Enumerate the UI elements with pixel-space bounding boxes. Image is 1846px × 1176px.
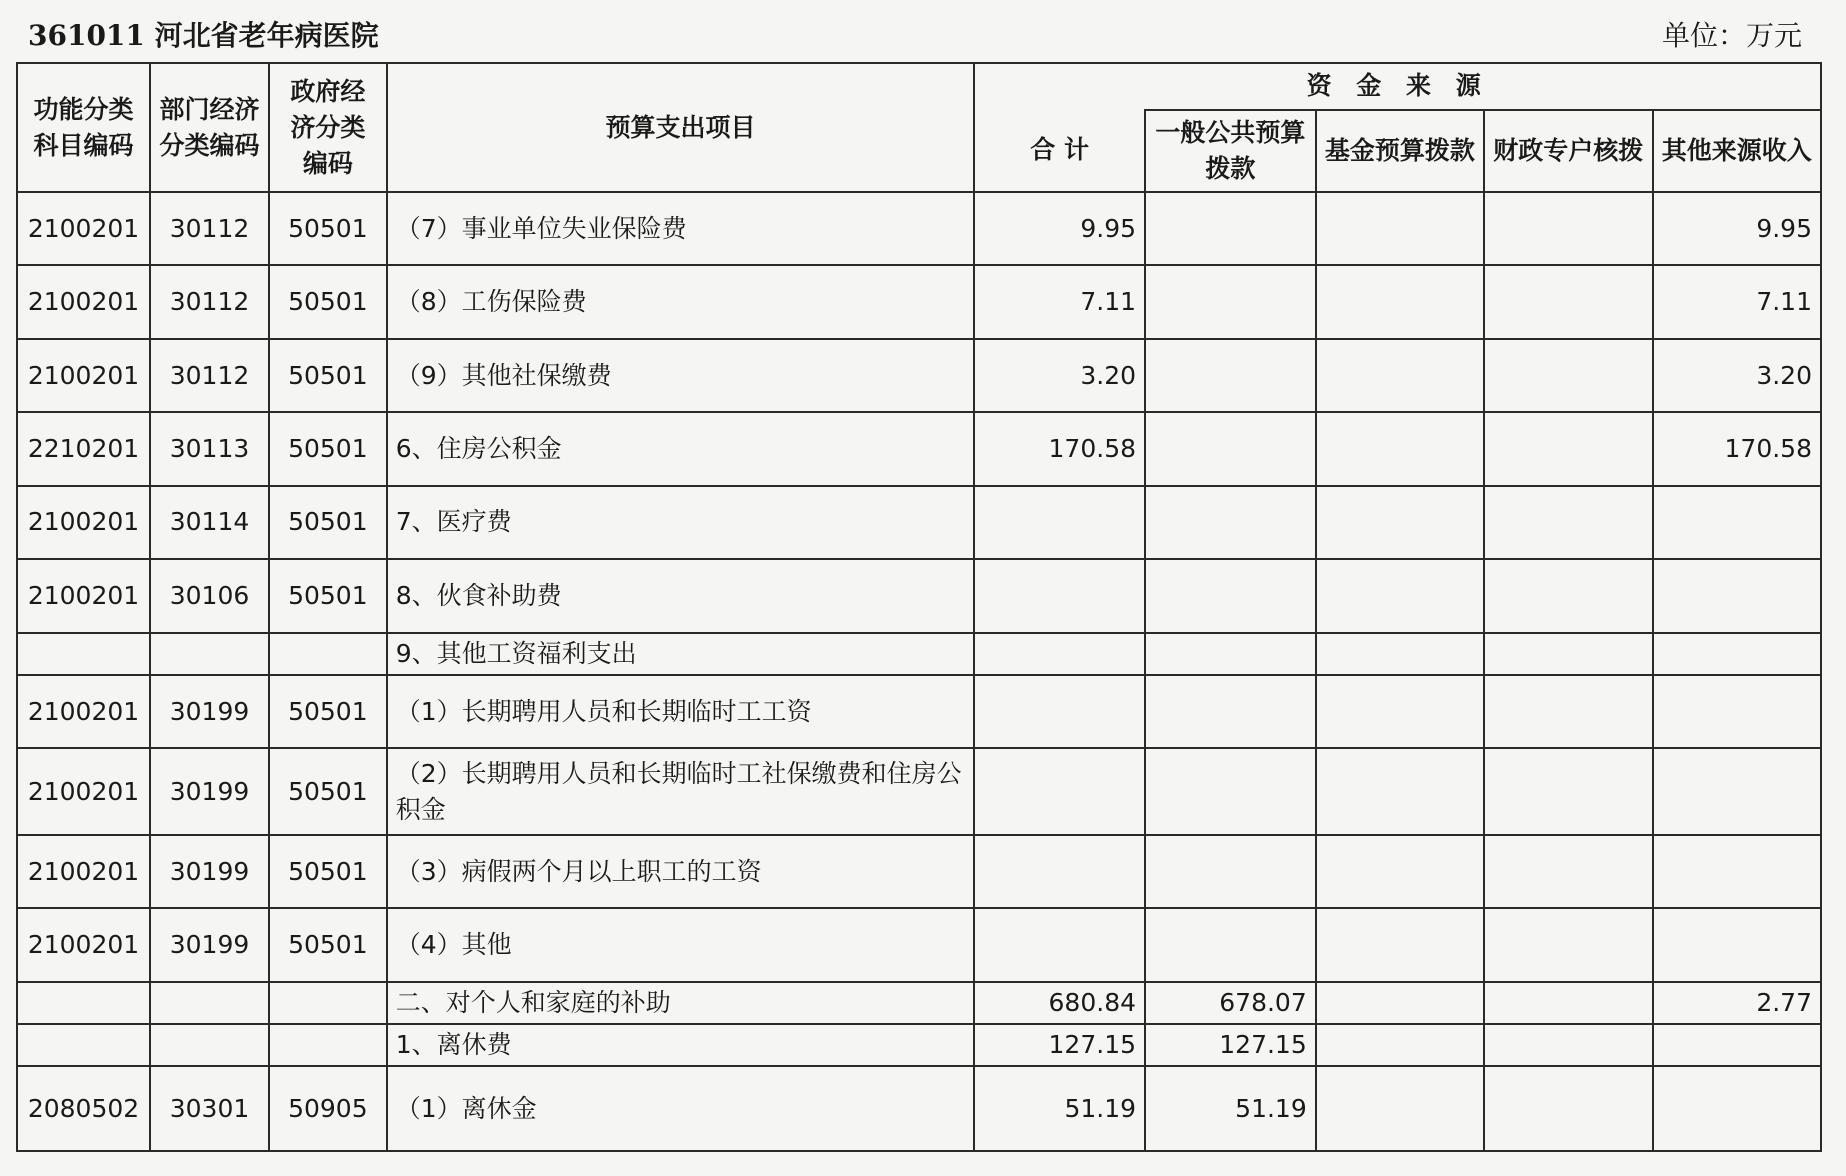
item-cell: 9、其他工资福利支出 [387, 633, 975, 675]
table-row [17, 339, 1821, 412]
func-code-cell: 2100201 [17, 835, 150, 908]
dept-code-cell: 30301 [150, 1066, 269, 1151]
fiscal-cell [1484, 835, 1652, 908]
general-cell: 678.07 [1145, 982, 1316, 1024]
dept-code-cell [150, 982, 269, 1024]
fund-cell [1316, 908, 1484, 981]
gov-code-cell: 50501 [269, 559, 387, 632]
header-item: 预算支出项目 [387, 63, 975, 192]
header-fund-budget: 基金预算拨款 [1316, 110, 1484, 192]
dept-code-cell [150, 633, 269, 675]
table-row [17, 835, 1821, 908]
table-row [17, 412, 1821, 485]
table-row [17, 1024, 1821, 1066]
item-cell: （7）事业单位失业保险费 [387, 192, 975, 265]
item-cell: （4）其他 [387, 908, 975, 981]
fiscal-cell [1484, 908, 1652, 981]
dept-code-cell: 30112 [150, 192, 269, 265]
table-row [17, 748, 1821, 835]
total-cell [974, 748, 1145, 835]
gov-code-cell: 50501 [269, 265, 387, 338]
dept-code-cell: 30113 [150, 412, 269, 485]
total-cell: 170.58 [974, 412, 1145, 485]
func-code-cell: 2100201 [17, 748, 150, 835]
fund-cell [1316, 835, 1484, 908]
table-row [17, 1066, 1821, 1151]
table-row [17, 908, 1821, 981]
general-cell: 127.15 [1145, 1024, 1316, 1066]
total-cell [974, 908, 1145, 981]
gov-code-cell: 50905 [269, 1066, 387, 1151]
header-fund-source: 资 金 来 源 [974, 63, 1821, 110]
total-cell: 51.19 [974, 1066, 1145, 1151]
item-cell: 8、伙食补助费 [387, 559, 975, 632]
general-cell [1145, 908, 1316, 981]
other-cell: 2.77 [1653, 982, 1822, 1024]
general-cell [1145, 412, 1316, 485]
gov-code-cell: 50501 [269, 412, 387, 485]
general-cell [1145, 559, 1316, 632]
fiscal-cell [1484, 633, 1652, 675]
header-dept-econ-code: 部门经济分类编码 [150, 63, 269, 192]
fund-cell [1316, 1024, 1484, 1066]
general-cell [1145, 192, 1316, 265]
total-cell [974, 675, 1145, 748]
func-code-cell [17, 982, 150, 1024]
header-func-code: 功能分类科目编码 [17, 63, 150, 192]
fiscal-cell [1484, 675, 1652, 748]
fund-cell [1316, 339, 1484, 412]
total-cell: 7.11 [974, 265, 1145, 338]
general-cell [1145, 748, 1316, 835]
general-cell [1145, 486, 1316, 559]
fiscal-cell [1484, 265, 1652, 338]
total-cell [974, 559, 1145, 632]
table-row [17, 192, 1821, 265]
table-row [17, 265, 1821, 338]
general-cell [1145, 339, 1316, 412]
fund-cell [1316, 1066, 1484, 1151]
func-code-cell [17, 1024, 150, 1066]
total-cell [974, 835, 1145, 908]
fiscal-cell [1484, 486, 1652, 559]
fund-cell [1316, 265, 1484, 338]
dept-code-cell: 30114 [150, 486, 269, 559]
total-cell: 9.95 [974, 192, 1145, 265]
item-cell: （2）长期聘用人员和长期临时工社保缴费和住房公积金 [387, 748, 975, 835]
other-cell: 9.95 [1653, 192, 1822, 265]
func-code-cell: 2080502 [17, 1066, 150, 1151]
func-code-cell: 2100201 [17, 339, 150, 412]
org-title: 361011 河北省老年病医院 [28, 19, 379, 52]
header-general-public: 一般公共预算拨款 [1145, 110, 1316, 192]
budget-table [16, 62, 1822, 1152]
general-cell: 51.19 [1145, 1066, 1316, 1151]
fiscal-cell [1484, 748, 1652, 835]
fiscal-cell [1484, 1024, 1652, 1066]
other-cell [1653, 1024, 1822, 1066]
fiscal-cell [1484, 412, 1652, 485]
func-code-cell: 2100201 [17, 265, 150, 338]
header-other-income: 其他来源收入 [1653, 110, 1822, 192]
header-fiscal-special: 财政专户核拨 [1484, 110, 1652, 192]
general-cell [1145, 633, 1316, 675]
gov-code-cell: 50501 [269, 192, 387, 265]
general-cell [1145, 835, 1316, 908]
gov-code-cell [269, 633, 387, 675]
item-cell: （9）其他社保缴费 [387, 339, 975, 412]
other-cell: 170.58 [1653, 412, 1822, 485]
dept-code-cell: 30199 [150, 835, 269, 908]
header-row-1 [17, 63, 1821, 110]
func-code-cell: 2100201 [17, 486, 150, 559]
table-row [17, 982, 1821, 1024]
table-body [17, 63, 1821, 1151]
gov-code-cell: 50501 [269, 339, 387, 412]
other-cell [1653, 1066, 1822, 1151]
fiscal-cell [1484, 982, 1652, 1024]
table-row [17, 675, 1821, 748]
other-cell [1653, 675, 1822, 748]
general-cell [1145, 675, 1316, 748]
func-code-cell: 2100201 [17, 192, 150, 265]
item-cell: （1）离休金 [387, 1066, 975, 1151]
table-row [17, 486, 1821, 559]
func-code-cell: 2100201 [17, 908, 150, 981]
fiscal-cell [1484, 192, 1652, 265]
func-code-cell: 2210201 [17, 412, 150, 485]
dept-code-cell [150, 1024, 269, 1066]
dept-code-cell: 30199 [150, 908, 269, 981]
total-cell: 127.15 [974, 1024, 1145, 1066]
fiscal-cell [1484, 1066, 1652, 1151]
func-code-cell [17, 633, 150, 675]
item-cell: 7、医疗费 [387, 486, 975, 559]
fund-cell [1316, 559, 1484, 632]
dept-code-cell: 30199 [150, 748, 269, 835]
gov-code-cell: 50501 [269, 486, 387, 559]
other-cell [1653, 633, 1822, 675]
other-cell [1653, 559, 1822, 632]
header-total: 合 计 [974, 110, 1145, 192]
total-cell [974, 633, 1145, 675]
total-cell: 3.20 [974, 339, 1145, 412]
dept-code-cell: 30112 [150, 265, 269, 338]
general-cell [1145, 265, 1316, 338]
gov-code-cell: 50501 [269, 908, 387, 981]
fund-cell [1316, 486, 1484, 559]
gov-code-cell: 50501 [269, 675, 387, 748]
other-cell [1653, 486, 1822, 559]
other-cell [1653, 908, 1822, 981]
other-cell [1653, 748, 1822, 835]
fund-cell [1316, 675, 1484, 748]
table-row [17, 559, 1821, 632]
fund-cell [1316, 748, 1484, 835]
total-cell [974, 486, 1145, 559]
gov-code-cell: 50501 [269, 748, 387, 835]
func-code-cell: 2100201 [17, 559, 150, 632]
item-cell: （1）长期聘用人员和长期临时工工资 [387, 675, 975, 748]
item-cell: 1、离休费 [387, 1024, 975, 1066]
gov-code-cell [269, 1024, 387, 1066]
dept-code-cell: 30199 [150, 675, 269, 748]
header-gov-econ-code: 政府经济分类编码 [269, 63, 387, 192]
item-cell: 二、对个人和家庭的补助 [387, 982, 975, 1024]
fiscal-cell [1484, 559, 1652, 632]
item-cell: （3）病假两个月以上职工的工资 [387, 835, 975, 908]
total-cell: 680.84 [974, 982, 1145, 1024]
page-header [0, 0, 1846, 58]
dept-code-cell: 30106 [150, 559, 269, 632]
item-cell: （8）工伤保险费 [387, 265, 975, 338]
fund-cell [1316, 412, 1484, 485]
fund-cell [1316, 982, 1484, 1024]
dept-code-cell: 30112 [150, 339, 269, 412]
item-cell: 6、住房公积金 [387, 412, 975, 485]
fund-cell [1316, 633, 1484, 675]
other-cell: 3.20 [1653, 339, 1822, 412]
gov-code-cell [269, 982, 387, 1024]
fund-cell [1316, 192, 1484, 265]
fiscal-cell [1484, 339, 1652, 412]
func-code-cell: 2100201 [17, 675, 150, 748]
gov-code-cell: 50501 [269, 835, 387, 908]
other-cell [1653, 835, 1822, 908]
other-cell: 7.11 [1653, 265, 1822, 338]
unit-label: 单位：万元 [1661, 19, 1802, 52]
table-row [17, 633, 1821, 675]
